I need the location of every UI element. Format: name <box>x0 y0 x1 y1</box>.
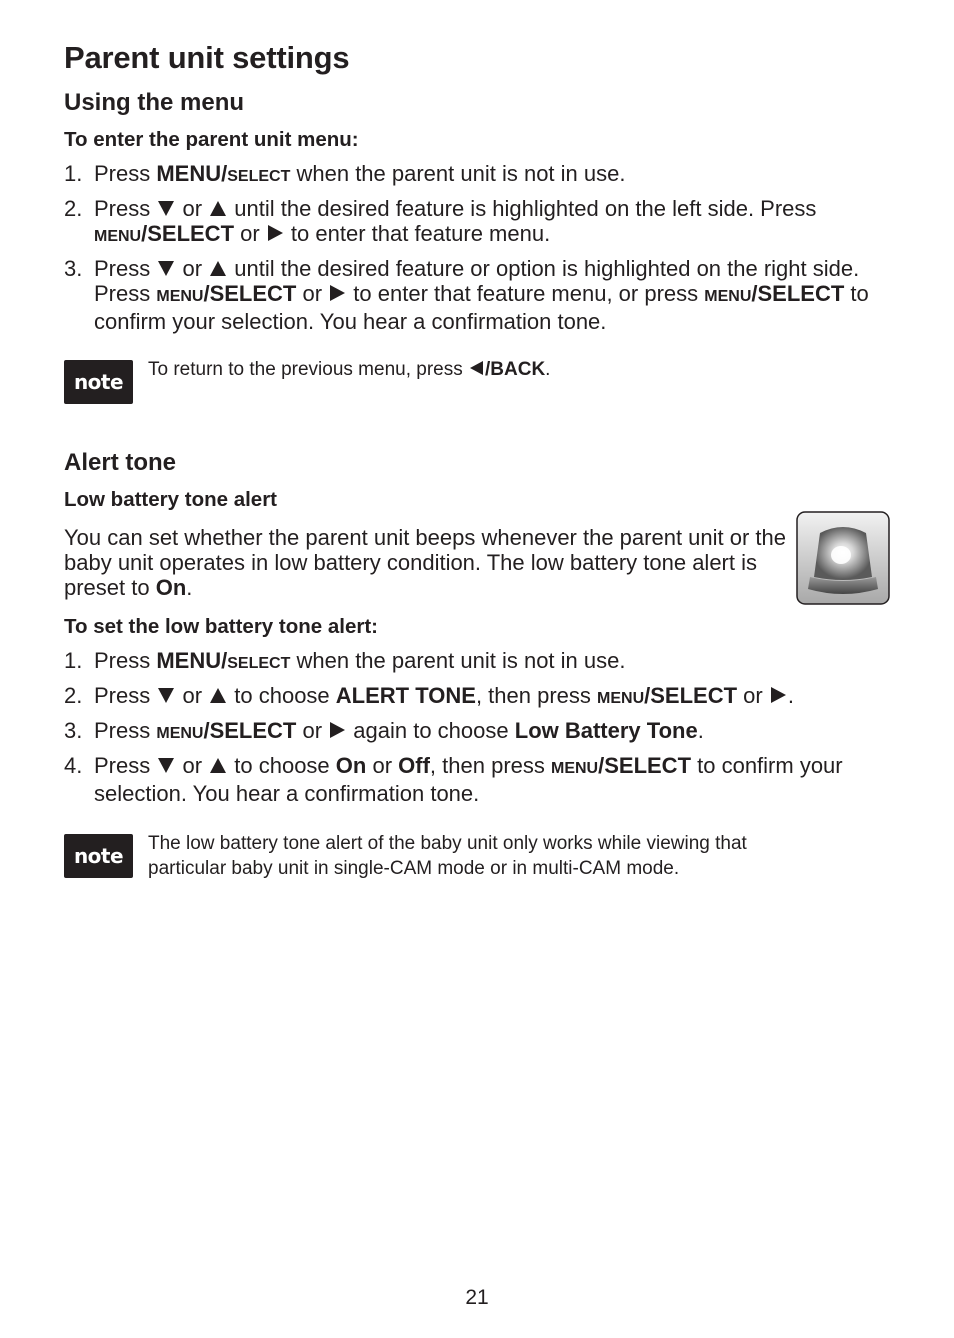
key-label: MENU <box>94 228 142 245</box>
step-text: or <box>296 281 329 306</box>
section-heading-alert-tone: Alert tone <box>64 449 177 476</box>
right-arrow-icon <box>330 285 345 301</box>
up-arrow-icon <box>210 201 226 216</box>
step-2 <box>64 683 884 711</box>
note-text-part: . <box>545 359 551 380</box>
siren-icon <box>796 511 890 605</box>
key-label: MENU <box>597 690 645 707</box>
right-arrow-icon <box>268 225 283 241</box>
step-text: again to choose <box>347 718 515 743</box>
step-text: Press <box>94 256 157 281</box>
right-arrow-icon <box>330 722 345 738</box>
page-title: Parent unit settings <box>64 40 350 75</box>
key-label: /SELECT <box>598 753 692 778</box>
step-text: , then press <box>429 753 551 778</box>
step-text: to choose <box>228 753 336 778</box>
key-label: MENU <box>551 760 599 777</box>
step-text: when the parent unit is not in use. <box>290 648 626 673</box>
step-text: or <box>737 683 769 708</box>
key-label: MENU <box>156 288 204 305</box>
step-1 <box>64 648 884 676</box>
note-badge: note <box>64 834 133 878</box>
step-text: , then press <box>475 683 598 708</box>
up-arrow-icon <box>210 688 226 703</box>
note-text <box>148 357 848 382</box>
step-2 <box>64 196 884 249</box>
up-arrow-icon <box>210 261 226 276</box>
step-text: to confirm your selection. You hear a confirmation tone. <box>94 281 869 334</box>
option-label: Off <box>398 753 430 778</box>
right-arrow-icon <box>771 687 786 703</box>
step-text: Press <box>94 161 157 186</box>
step-text: to enter that feature menu, or press <box>347 281 705 306</box>
page-number: 21 <box>465 1286 489 1309</box>
step-text: or <box>176 683 209 708</box>
subheading-set-alert: To set the low battery tone alert: <box>64 615 378 638</box>
down-arrow-icon <box>158 201 174 216</box>
left-arrow-icon <box>470 361 483 375</box>
key-label: SELECT <box>227 655 291 672</box>
note-text: The low battery tone alert of the baby unit only works while viewing that particular baby unit in single-CAM mode or in multi-CAM mode. <box>148 833 747 879</box>
step-text: or <box>176 753 209 778</box>
step-number: 2. <box>64 683 83 708</box>
key-label: SELECT <box>227 168 291 185</box>
step-3 <box>64 718 884 746</box>
step-4 <box>64 753 884 806</box>
step-text: Press <box>94 683 157 708</box>
option-label: ALERT TONE <box>335 683 476 708</box>
step-number: 1. <box>64 161 83 186</box>
para-text: . <box>186 575 193 600</box>
step-text: or <box>176 196 209 221</box>
step-text: Press <box>94 718 157 743</box>
key-label: /SELECT <box>644 683 738 708</box>
step-text: to enter that feature menu. <box>284 221 551 246</box>
subheading-low-battery: Low battery tone alert <box>64 488 278 511</box>
step-text: . <box>697 718 704 743</box>
key-label: MENU/ <box>156 161 228 186</box>
step-text: Press <box>94 648 157 673</box>
step-number: 3. <box>64 718 83 743</box>
step-text: or <box>366 753 399 778</box>
step-text: until the desired feature or option is highlighted on the right side. Press <box>94 256 860 306</box>
up-arrow-icon <box>210 758 226 773</box>
down-arrow-icon <box>158 688 174 703</box>
subheading-enter-menu: To enter the parent unit menu: <box>64 128 359 151</box>
key-label: MENU <box>704 288 752 305</box>
down-arrow-icon <box>158 758 174 773</box>
step-number: 1. <box>64 648 83 673</box>
low-battery-description <box>64 525 789 600</box>
step-text: Press <box>94 753 157 778</box>
step-3 <box>64 256 884 334</box>
step-number: 2. <box>64 196 83 221</box>
key-label: /SELECT <box>751 281 845 306</box>
option-label: On <box>335 753 367 778</box>
key-label: /BACK <box>485 359 546 380</box>
step-text: to confirm your selection. You hear a confirmation tone. <box>94 753 843 806</box>
key-label: /SELECT <box>141 221 235 246</box>
step-number: 4. <box>64 753 83 778</box>
step-text: when the parent unit is not in use. <box>290 161 626 186</box>
step-1 <box>64 161 884 189</box>
para-text: You can set whether the parent unit beeps whenever the parent unit or the baby unit operates in low battery condition. The low battery tone alert is preset to <box>64 525 787 600</box>
step-text: to choose <box>228 683 336 708</box>
key-label: /SELECT <box>203 281 297 306</box>
step-text: until the desired feature is highlighted on the left side. Press <box>228 196 817 221</box>
note-badge: note <box>64 360 133 404</box>
down-arrow-icon <box>158 261 174 276</box>
key-label: MENU <box>156 725 204 742</box>
step-text: or <box>176 256 209 281</box>
step-text: . <box>787 683 794 708</box>
step-number: 3. <box>64 256 83 281</box>
option-label: Low Battery Tone <box>514 718 698 743</box>
key-label: MENU/ <box>156 648 228 673</box>
section-heading-using-menu: Using the menu <box>64 89 245 116</box>
key-label: /SELECT <box>203 718 297 743</box>
step-text: or <box>234 221 266 246</box>
emphasis: On <box>155 575 187 600</box>
note-text-part: To return to the previous menu, press <box>148 359 468 380</box>
step-text: or <box>296 718 329 743</box>
step-text: Press <box>94 196 157 221</box>
